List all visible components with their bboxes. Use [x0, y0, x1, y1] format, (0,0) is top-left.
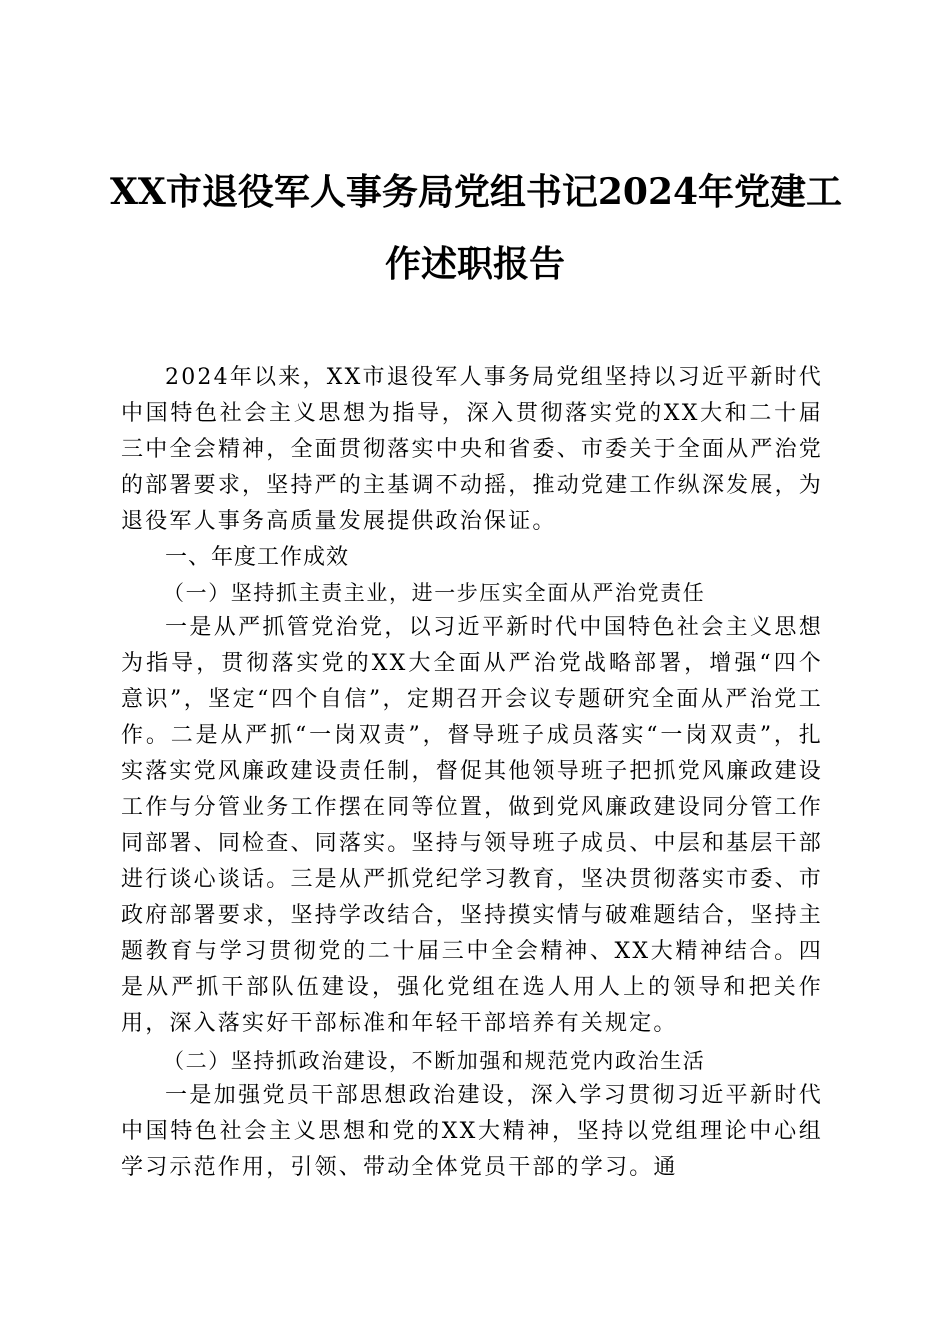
document-body — [121, 360, 823, 1186]
intro-paragraph: 2024年以来，XX市退役军人事务局党组坚持以习近平新时代中国特色社会主义思想为指导，深入贯彻落实党的XX大和二十届三中全会精神，全面贯彻落实中央和省委、市委关于全面从严治党的部署要求，坚持严的主基调不动摇，推动党建工作纵深发展，为退役军人事务高质量发展提供政治保证。 — [121, 365, 823, 534]
document-title-line-1: XX市退役军人事务局党组书记2024年党建工 — [110, 171, 843, 213]
subsection-heading-2: （二）坚持抓政治建设，不断加强和规范党内政治生活 — [163, 1049, 706, 1073]
document-title-line-2: 作述职报告 — [384, 243, 565, 285]
subsection-2-paragraph: 一是加强党员干部思想政治建设，深入学习贯彻习近平新时代中国特色社会主义思想和党的XX大精神，坚持以党组理论中心组学习示范作用，引领、带动全体党员干部的学习。通 — [121, 1083, 823, 1180]
subsection-1-paragraph: 一是从严抓管党治党，以习近平新时代中国特色社会主义思想为指导，贯彻落实党的XX大全面从严治党战略部署，增强“四个意识”，坚定“四个自信”，定期召开会议专题研究全面从严治党工作。二是从严抓“一岗双责”，督导班子成员落实“一岗双责”，扎实落实党风廉政建设责任制，督促其他领导班子把抓党风廉政建设工作与分管业务工作摆在同等位置，做到党风廉政建设同分管工作同部署、同检查、同落实。坚持与领导班子成员、中层和基层干部进行谈心谈话。三是从严抓党纪学习教育，坚决贯彻落实市委、市政府部署要求，坚持学改结合，坚持摸实情与破难题结合，坚持主题教育与学习贯彻党的二十届三中全会精神、XX大精神结合。四是从严抓干部队伍建设，强化党组在选人用人上的领导和把关作用，深入落实好干部标准和年轻干部培养有关规定。 — [121, 615, 823, 1036]
section-heading-annual-results: 一、年度工作成效 — [165, 545, 350, 570]
subsection-heading-1: （一）坚持抓主责主业，进一步压实全面从严治党责任 — [163, 581, 706, 605]
